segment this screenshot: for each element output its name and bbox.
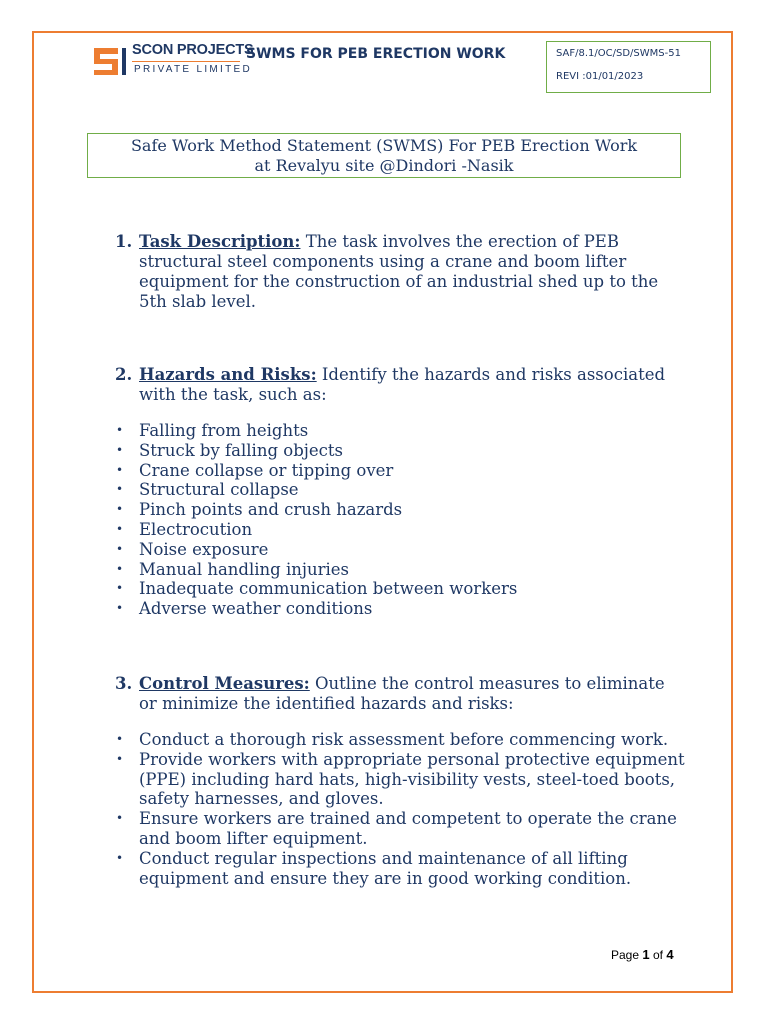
list-item: • Inadequate communication between workers xyxy=(115,579,685,599)
hazards-list xyxy=(115,421,685,619)
document-title-line1: Safe Work Method Statement (SWMS) For PEB Erection Work xyxy=(130,136,638,155)
list-item: • Crane collapse or tipping over xyxy=(115,461,685,481)
list-item: • Adverse weather conditions xyxy=(115,599,685,619)
doc-ref-number: SAF/8.1/OC/SD/SWMS-51 xyxy=(556,48,681,59)
section-body xyxy=(139,674,687,714)
logo-company-suffix: PRIVATE LIMITED xyxy=(134,64,253,75)
list-item: • Manual handling injuries xyxy=(115,560,685,580)
section-body xyxy=(139,232,687,312)
company-logo xyxy=(90,42,254,82)
total-pages: 4 xyxy=(666,947,674,962)
list-item: • Ensure workers are trained and competent to operate the crane and boom lifter equipment. xyxy=(115,809,685,849)
list-item: • Pinch points and crush hazards xyxy=(115,500,685,520)
section-text: Identify the hazards and risks associated with the task, such as: xyxy=(139,365,666,404)
header-title: SWMS FOR PEB ERECTION WORK xyxy=(246,46,506,62)
page-label: Page xyxy=(611,948,640,962)
list-item: • Conduct regular inspections and maintenance of all lifting equipment and ensure they are in good working condition. xyxy=(115,849,685,889)
section-body xyxy=(139,365,687,405)
section-heading: Hazards and Risks: xyxy=(139,365,317,384)
list-item: • Electrocution xyxy=(115,520,685,540)
list-item: • Conduct a thorough risk assessment before commencing work. xyxy=(115,730,685,750)
document-title-box xyxy=(87,133,681,178)
section-number: 3. xyxy=(115,674,133,693)
list-item: • Noise exposure xyxy=(115,540,685,560)
list-item: • Struck by falling objects xyxy=(115,441,685,461)
of-label: of xyxy=(652,948,663,962)
section-text: Outline the control measures to eliminate or minimize the identified hazards and risks: xyxy=(139,674,665,713)
logo-divider xyxy=(132,61,240,62)
section-heading: Control Measures: xyxy=(139,674,310,693)
scon-logo-icon xyxy=(92,44,128,80)
document-title-line2: at Revalyu site @Dindori -Nasik xyxy=(254,156,514,175)
current-page: 1 xyxy=(642,947,650,962)
logo-company-name: SCON PROJECTS xyxy=(132,42,254,58)
section-number: 2. xyxy=(115,365,133,384)
section-number: 1. xyxy=(115,232,133,251)
page-footer xyxy=(611,947,674,962)
doc-revision: REVI :01/01/2023 xyxy=(556,71,644,82)
control-measures-list xyxy=(115,730,685,888)
doc-ref-box xyxy=(546,41,711,93)
section-text: The task involves the erection of PEB structural steel components using a crane and boom lifter equipment for the construction of an industrial shed up to the 5th slab level. xyxy=(139,232,659,311)
section-heading: Task Description: xyxy=(139,232,301,251)
list-item: • Provide workers with appropriate personal protective equipment (PPE) including hard hats, high-visibility vests, steel-toed boots, safety harnesses, and gloves. xyxy=(115,750,685,809)
list-item: • Structural collapse xyxy=(115,480,685,500)
list-item: • Falling from heights xyxy=(115,421,685,441)
